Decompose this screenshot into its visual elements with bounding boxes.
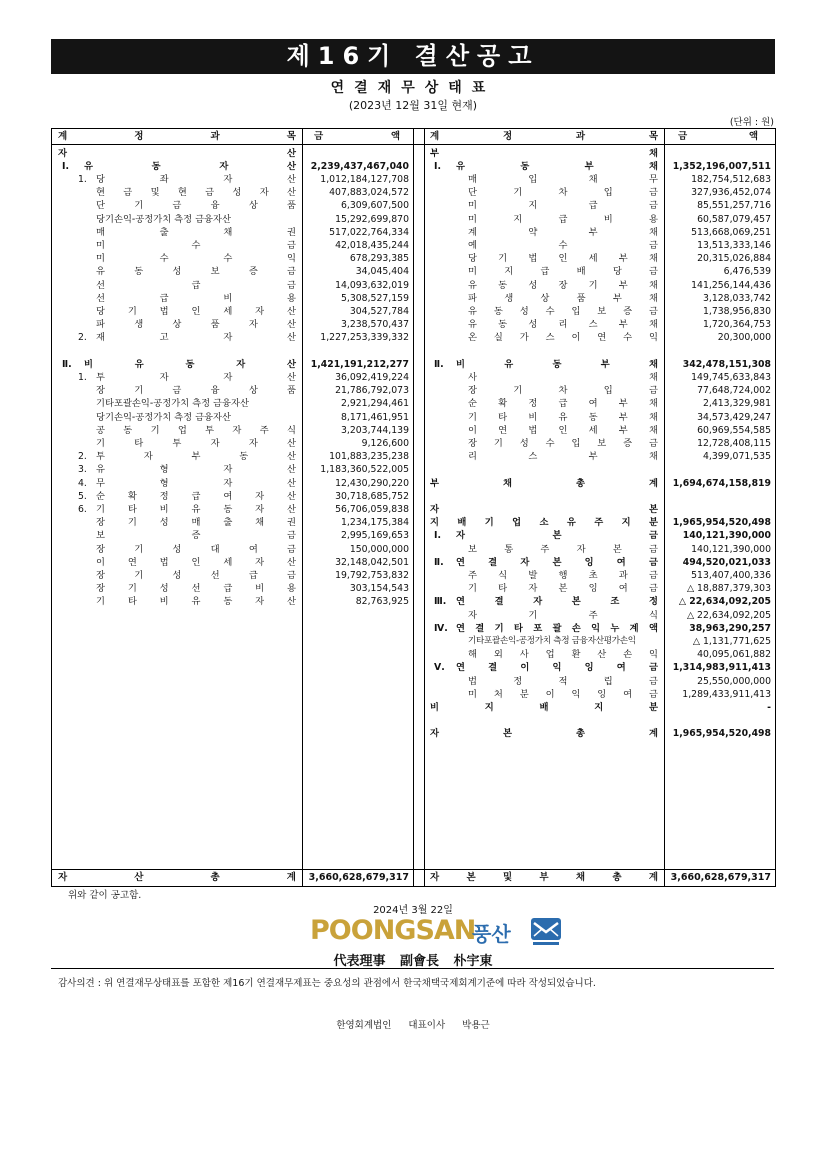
left-account-label: 보 증 금 [96,530,296,542]
left-amount: 517,022,764,334 [329,226,409,238]
right-account-label: 자 본 [430,503,658,515]
left-amount: 3,238,570,437 [340,319,409,331]
right-amount: 20,315,026,884 [697,253,771,265]
right-amount: 77,648,724,002 [697,385,771,397]
left-amount: 21,786,792,073 [335,385,409,397]
left-account-label: 장 기 성 매 출 채 권 [96,517,296,529]
right-account-label: 유 동 성 장 기 부 채 [468,279,658,291]
right-item-number: Ⅱ. [434,556,444,568]
left-account-label: 미 수 금 [96,239,296,251]
left-account-label: 장 기 성 대 여 금 [96,543,296,555]
right-amount: 149,745,633,843 [691,371,771,383]
left-amount: 2,239,437,467,040 [310,160,409,172]
unit-label: (단위 : 원) [729,117,774,128]
left-item-number: 1. [78,173,87,185]
total-assets-label: 자 산 총 계 [58,872,296,883]
left-amount: 101,883,235,238 [329,451,409,463]
right-account-label: 유 동 성 수 입 보 증 금 [468,305,658,317]
left-amount: 30,718,685,752 [335,490,409,502]
balance-sheet-table [51,128,776,887]
total-liabilities-equity-amount: 3,660,628,679,317 [670,872,771,883]
right-account-label: 순 확 정 급 여 부 채 [468,398,658,410]
left-account-label: 미 수 수 익 [96,253,296,265]
left-amount: 2,921,294,461 [340,398,409,410]
right-amount: 140,121,390,000 [691,543,771,555]
left-account-label: 기 타 비 유 동 자 산 [96,596,296,608]
ceo-signature: 代表理事 副會長 朴宇東 [333,954,493,969]
left-amount: 5,308,527,159 [340,292,409,304]
left-account-label: 투 자 자 산 [96,371,296,383]
right-amount: 1,738,956,830 [702,305,771,317]
left-amount: 42,018,435,244 [335,239,409,251]
right-account-label: 예 수 금 [468,239,658,251]
left-account-label: 선 급 비 용 [96,292,296,304]
right-account-label: 온 실 가 스 이 연 수 익 [468,332,658,344]
right-item-number: Ⅰ. [434,160,441,172]
left-item-number: 2. [78,451,87,463]
right-account-label: 미 처 분 이 익 잉 여 금 [468,688,658,700]
right-amount: 85,551,257,716 [697,200,771,212]
right-amount: 1,965,954,520,498 [672,517,771,529]
left-amount: 82,763,925 [355,596,409,608]
right-account-label: 미 지 급 비 용 [468,213,658,225]
left-amount: 1,227,253,339,332 [320,332,409,344]
right-amount: 12,728,408,115 [697,437,771,449]
right-amount: 1,720,364,753 [702,319,771,331]
right-amount: 1,352,196,007,511 [672,160,771,172]
left-account-label: 유 형 자 산 [96,464,296,476]
right-account-label: 연 결 자 본 조 정 [456,596,658,608]
right-amount: 2,413,329,981 [702,398,771,410]
left-amount: 1,012,184,127,708 [320,173,409,185]
right-account-label: 부 채 [430,147,658,159]
right-item-number: Ⅱ. [434,358,444,370]
right-amount: 1,314,983,911,413 [672,662,771,674]
right-account-label: 매 입 채 무 [468,173,658,185]
total-assets-amount: 3,660,628,679,317 [308,872,409,883]
right-account-label: 지 배 기 업 소 유 주 지 분 [430,517,658,529]
right-account-label: 유 동 부 채 [456,160,658,172]
left-account-label: 현 금 및 현 금 성 자 산 [96,187,296,199]
left-account-label: 선 급 금 [96,279,296,291]
right-amount: 13,513,333,146 [697,239,771,251]
right-account-label: 미 지 급 금 [468,200,658,212]
left-account-label: 유 동 성 보 증 금 [96,266,296,278]
left-amount: 304,527,784 [349,305,409,317]
right-account-label: 연 결 자 본 잉 여 금 [456,556,658,568]
left-account-label: 당 좌 자 산 [96,173,296,185]
right-account-label: 미 지 급 배 당 금 [468,266,658,278]
right-amount: 34,573,429,247 [697,411,771,423]
left-account-label: 장 기 성 선 급 비 용 [96,583,296,595]
left-account-label: 당기손익-공정가치 측정 금융자산 [96,411,231,423]
left-item-number: 4. [78,477,87,489]
logo-korean: 풍산 [472,922,511,946]
right-amount: 38,963,290,257 [689,622,771,634]
left-amount: 1,234,175,384 [340,517,409,529]
right-item-number: Ⅳ. [434,622,448,634]
left-header-account: 계 정 과 목 [58,131,296,142]
right-account-label: 계 약 부 채 [468,226,658,238]
right-amount: 1,694,674,158,819 [672,477,771,489]
right-account-label: 기 타 비 유 동 부 채 [468,411,658,423]
right-amount: 494,520,021,033 [682,556,771,568]
right-amount: 60,969,554,585 [697,424,771,436]
left-amount: 1,183,360,522,005 [320,464,409,476]
left-account-label: 자 산 [58,147,296,159]
divider [51,968,774,969]
right-item-number: Ⅰ. [434,530,441,542]
right-amount: 182,754,512,683 [691,173,771,185]
left-account-label: 기 타 투 자 자 산 [96,437,296,449]
left-item-number: 2. [78,332,87,344]
right-account-label: 장 기 성 수 입 보 증 금 [468,437,658,449]
right-amount: 141,256,144,436 [691,279,771,291]
left-account-label: 장 기 성 선 급 금 [96,569,296,581]
right-amount: 60,587,079,457 [697,213,771,225]
right-account-label: 보 통 주 자 본 금 [468,543,658,555]
right-account-label: 기 타 자 본 잉 여 금 [468,583,658,595]
notice-text: 위와 같이 공고함. [68,890,142,901]
left-amount: 3,203,744,139 [340,424,409,436]
right-account-label: 단 기 차 입 금 [468,187,658,199]
right-amount: 513,668,069,251 [691,226,771,238]
left-amount: 14,093,632,019 [335,279,409,291]
right-item-number: Ⅲ. [434,596,447,608]
right-amount: △ 1,131,771,625 [692,635,771,647]
company-logo [310,917,570,949]
left-item-number: 3. [78,464,87,476]
left-amount: 2,995,169,653 [340,530,409,542]
left-amount: 19,792,753,832 [335,569,409,581]
right-account-label: 법 정 적 립 금 [468,675,658,687]
left-account-label: 공 동 기 업 투 자 주 식 [96,424,296,436]
left-account-label: 단 기 금 융 상 품 [96,200,296,212]
right-amount: 20,300,000 [717,332,771,344]
logo-mark-icon [530,917,562,947]
right-account-label: 비 지 배 지 분 [430,701,658,713]
left-account-label: 장 기 금 융 상 품 [96,385,296,397]
right-account-label: 파 생 상 품 부 채 [468,292,658,304]
left-item-number: 1. [78,371,87,383]
right-amount: 3,128,033,742 [702,292,771,304]
left-amount: 36,092,419,224 [335,371,409,383]
left-amount: 303,154,543 [349,583,409,595]
audit-opinion: 감사의견 : 위 연결재무상태표를 포함한 제16기 연결재무제표는 중요성의 관점에서 한국채택국제회계기준에 따라 작성되었습니다. [58,978,596,989]
left-account-label: 이 연 법 인 세 자 산 [96,556,296,568]
right-amount: 25,550,000,000 [697,675,771,687]
left-account-label: 재 고 자 산 [96,332,296,344]
right-amount: △ 22,634,092,205 [686,609,771,621]
right-header-account: 계 정 과 목 [430,131,658,142]
left-account-label: 매 출 채 권 [96,226,296,238]
right-account-label: 이 연 법 인 세 부 채 [468,424,658,436]
right-amount: 1,289,433,911,413 [682,688,771,700]
left-amount: 678,293,385 [349,253,409,265]
right-amount: 140,121,390,000 [682,530,771,542]
total-liabilities-equity-label: 자 본 및 부 채 총 계 [430,872,658,883]
left-amount: 34,045,404 [355,266,409,278]
left-amount: 9,126,600 [361,437,409,449]
right-amount: 513,407,400,336 [691,569,771,581]
right-amount: △ 22,634,092,205 [678,596,771,608]
notice-date: 2024년 3월 22일 [373,905,453,916]
left-item-number: 5. [78,490,87,502]
left-amount: 1,421,191,212,277 [310,358,409,370]
left-item-number: Ⅰ. [62,160,69,172]
right-amount: 6,476,539 [723,266,771,278]
right-account-label: 자 본 금 [456,530,658,542]
left-account-label: 당기손익-공정가치 측정 금융자산 [96,213,231,225]
left-amount: 15,292,699,870 [335,213,409,225]
right-account-label: 연 결 이 익 잉 여 금 [456,662,658,674]
left-account-label: 무 형 자 산 [96,477,296,489]
right-amount: 4,399,071,535 [702,451,771,463]
right-account-label: 비 유 동 부 채 [456,358,658,370]
left-account-label: 투 자 부 동 산 [96,451,296,463]
left-amount: 32,148,042,501 [335,556,409,568]
right-amount: 327,936,452,074 [691,187,771,199]
left-amount: 150,000,000 [349,543,409,555]
auditor-name: 한영회계법인 대표이사 박용근 [336,1020,490,1031]
left-account-label: 기타포괄손익-공정가치 측정 금융자산 [96,398,249,410]
right-item-number: Ⅴ. [434,662,445,674]
right-account-label: 자 본 총 계 [430,728,658,740]
left-account-label: 순 확 정 급 여 자 산 [96,490,296,502]
left-item-number: Ⅱ. [62,358,72,370]
left-amount: 6,309,607,500 [340,200,409,212]
left-amount: 56,706,059,838 [335,503,409,515]
right-account-label: 연 결 기 타 포 괄 손 익 누 계 액 [456,622,658,634]
left-amount: 12,430,290,220 [335,477,409,489]
left-header-amount: 금 액 [314,131,400,142]
page-title: 제16기 결산공고 [51,39,775,74]
left-amount: 407,883,024,572 [329,187,409,199]
left-account-label: 당 기 법 인 세 자 산 [96,305,296,317]
right-amount: - [767,701,771,713]
right-account-label: 해 외 사 업 환 산 손 익 [468,649,658,661]
right-header-amount: 금 액 [678,131,758,142]
right-account-label: 유 동 성 리 스 부 채 [468,319,658,331]
right-account-label: 자 기 주 식 [468,609,658,621]
right-amount: 1,965,954,520,498 [672,728,771,740]
right-amount: △ 18,887,379,303 [686,583,771,595]
right-account-label: 당 기 법 인 세 부 채 [468,253,658,265]
left-account-label: 비 유 동 자 산 [84,358,296,370]
right-account-label: 리 스 부 채 [468,451,658,463]
left-account-label: 기 타 비 유 동 자 산 [96,503,296,515]
as-of-date: (2023년 12월 31일 현재) [348,99,478,112]
right-amount: 40,095,061,882 [697,649,771,661]
left-item-number: 6. [78,503,87,515]
right-account-label: 사 채 [468,371,658,383]
left-account-label: 유 동 자 산 [84,160,296,172]
right-account-label: 기타포괄손익-공정가치 측정 금융자산평가손익 [468,635,636,646]
left-account-label: 파 생 상 품 자 산 [96,319,296,331]
right-account-label: 장 기 차 입 금 [468,385,658,397]
statement-title: 연결재무상태표 [330,80,496,96]
right-amount: 342,478,151,308 [682,358,771,370]
right-account-label: 주 식 발 행 초 과 금 [468,569,658,581]
left-amount: 8,171,461,951 [340,411,409,423]
right-account-label: 부 채 총 계 [430,477,658,489]
logo-english: POONGSAN [310,915,476,946]
